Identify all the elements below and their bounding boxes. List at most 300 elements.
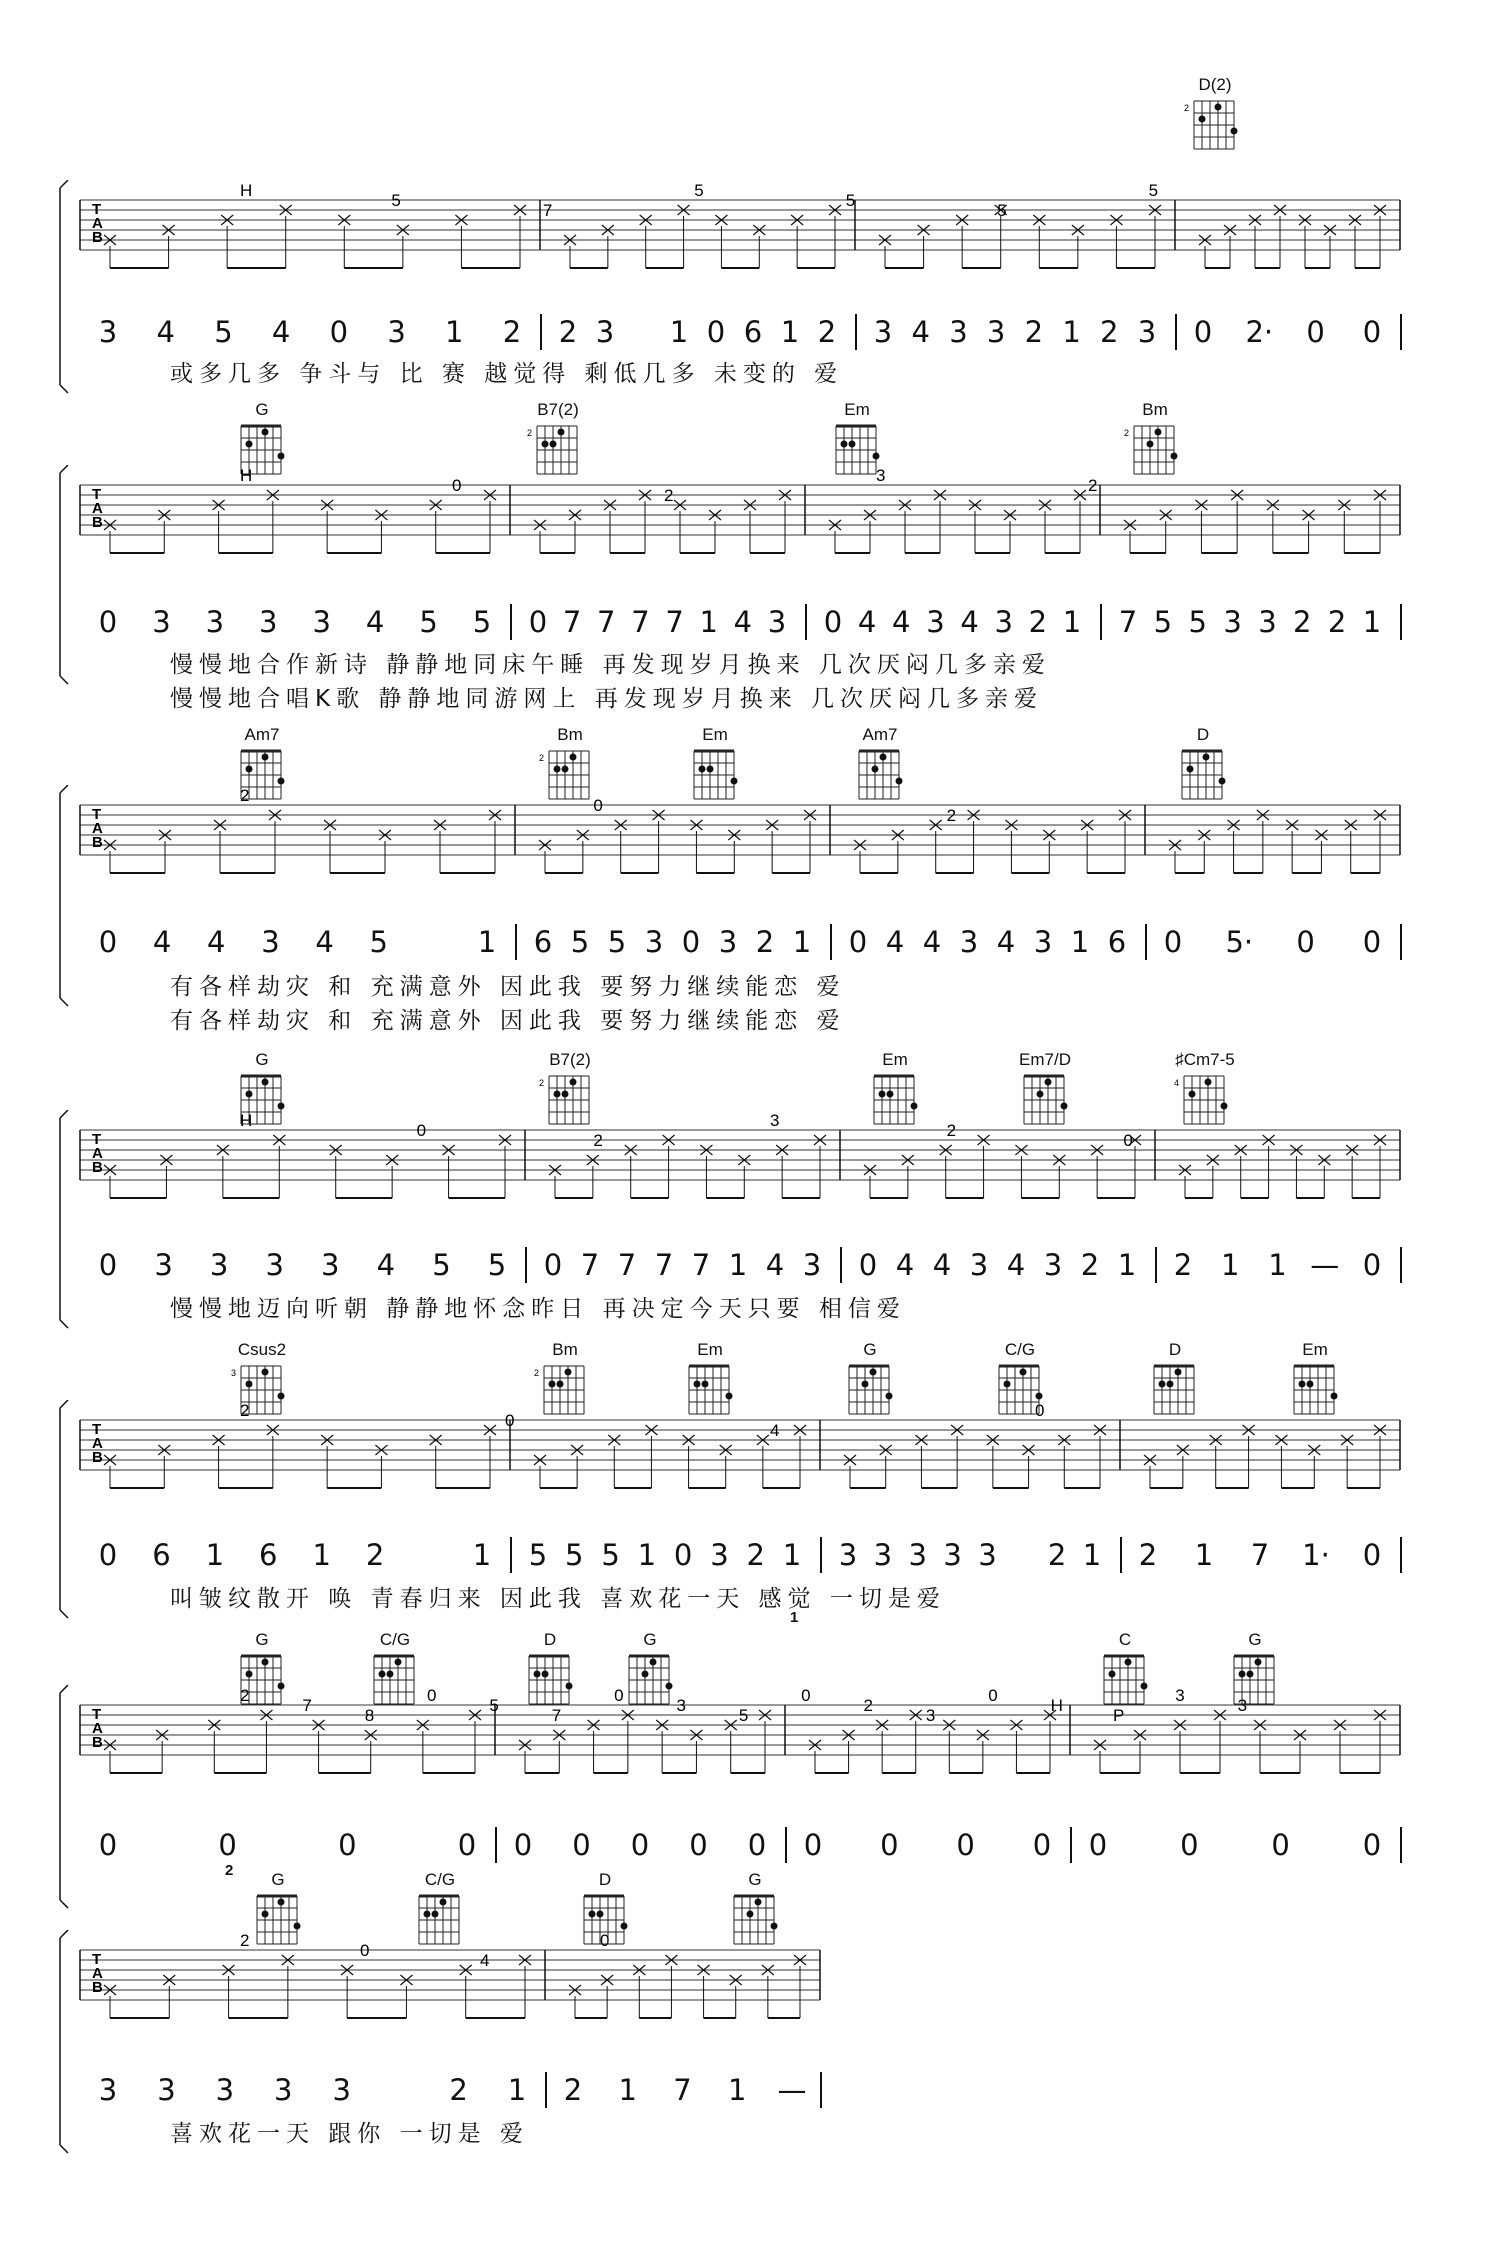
- jianpu-note: 4: [960, 605, 979, 639]
- chord-grid: [1010, 1070, 1080, 1130]
- chord-name: G: [271, 1870, 285, 1889]
- jianpu-note: 2: [1100, 315, 1119, 349]
- chord-diagram: [515, 1630, 585, 1710]
- barline: [515, 924, 517, 960]
- chord-name: C/G: [379, 1630, 411, 1649]
- jianpu-note: 1: [477, 925, 497, 959]
- chord-name: B7(2): [537, 400, 579, 419]
- lyric-line: 慢慢地合唱K歌 静静地同游网上 再发现岁月换来 几次厌闷几多亲爱: [170, 686, 1044, 712]
- fret-number: 2: [946, 1121, 957, 1140]
- fret-number: H: [240, 1111, 253, 1130]
- chord-name: G: [748, 1870, 762, 1889]
- jianpu-note: 4: [922, 925, 942, 959]
- jianpu-note: 3: [986, 315, 1006, 349]
- fret-number: 0: [360, 1941, 370, 1960]
- fret-number: 3: [1237, 1696, 1248, 1715]
- chord-diagram: [570, 1870, 640, 1950]
- chord-fret-number: 2: [527, 428, 533, 438]
- tab-clef-letter: A: [92, 1965, 103, 1982]
- jianpu-note: 1: [1221, 1248, 1240, 1282]
- fret-number: 7: [551, 1706, 562, 1725]
- jianpu-note: 0: [858, 1248, 878, 1282]
- jianpu-note: 6: [533, 925, 553, 959]
- jianpu-note: 3: [926, 605, 945, 639]
- chord-name: Am7: [862, 725, 898, 744]
- jianpu-note: 3: [209, 1248, 229, 1282]
- chord-diagram: [227, 1630, 297, 1710]
- jianpu-note: 0: [98, 1248, 118, 1282]
- chord-grid: [360, 1650, 430, 1710]
- chord-fret-number: 3: [231, 1368, 237, 1378]
- jianpu-note: 0: [673, 1538, 693, 1572]
- chord-name: G: [255, 400, 269, 419]
- lyric-line: 或多几多 争斗与 比 赛 越觉得 剩低几多 未变的 爱: [170, 361, 844, 387]
- fret-number: 3: [925, 1706, 936, 1725]
- jianpu-note: 5·: [1225, 925, 1254, 959]
- jianpu-note: 2: [1028, 605, 1048, 639]
- jianpu-note: 7: [562, 605, 582, 639]
- chord-grid: [1280, 1360, 1350, 1420]
- jianpu-note: 2: [1024, 315, 1044, 349]
- volta-ending-number: 2: [225, 1862, 234, 1879]
- tab-clef-letter: B: [92, 229, 103, 246]
- fret-number: 2: [863, 1696, 873, 1715]
- jianpu-note: 3: [152, 605, 171, 639]
- jianpu-note: 0: [572, 1828, 591, 1862]
- lyric-line: 叫皱纹散开 唤 青春归来 因此我 喜欢花一天 感觉 一切是爱: [170, 1586, 946, 1612]
- chord-diagram: [523, 400, 593, 480]
- fret-number: 3: [1175, 1686, 1185, 1705]
- jianpu-note: 0: [1362, 1828, 1382, 1862]
- fret-number: 2: [1088, 476, 1098, 495]
- chord-fret-number: 2: [534, 1368, 540, 1378]
- jianpu-note: 0: [1193, 315, 1213, 349]
- fret-number: 0: [600, 1931, 610, 1950]
- chord-grid: [1180, 95, 1250, 155]
- fret-number: 3: [770, 1111, 780, 1130]
- fret-number: 0: [614, 1686, 624, 1705]
- jianpu-note: 5: [607, 925, 627, 959]
- tab-clef-letter: T: [92, 201, 102, 218]
- chord-diagram: [1280, 1340, 1350, 1420]
- jianpu-note: —: [1310, 1248, 1340, 1282]
- jianpu-note: 1: [1062, 605, 1082, 639]
- chord-grid: [530, 1360, 600, 1420]
- fret-number: 2: [240, 1686, 250, 1705]
- jianpu-note: 0: [513, 1828, 533, 1862]
- tab-staff: [0, 1400, 1500, 1660]
- chord-name: D(2): [1198, 75, 1232, 94]
- jianpu-note: 3: [312, 605, 331, 639]
- jianpu-note: 0: [218, 1828, 237, 1862]
- jianpu-note: 3: [321, 1248, 340, 1282]
- jianpu-note: 1: [782, 1538, 802, 1572]
- chord-name: Bm: [552, 1340, 578, 1359]
- jianpu-note: 0: [1271, 1828, 1290, 1862]
- tab-clef-letter: A: [92, 1720, 103, 1737]
- chord-name: Em: [702, 725, 728, 744]
- jianpu-note: 3: [274, 2073, 293, 2107]
- chord-diagram: [405, 1870, 475, 1950]
- jianpu-note: 0: [803, 1828, 823, 1862]
- jianpu-note: 5: [1188, 605, 1207, 639]
- end-barline: [1400, 1247, 1402, 1283]
- jianpu-note: 4: [152, 925, 172, 959]
- jianpu-note: 2: [365, 1538, 385, 1572]
- jianpu-note: 3: [595, 315, 615, 349]
- jianpu-note: 7: [665, 605, 684, 639]
- jianpu-note: 3: [710, 1538, 729, 1572]
- lyric-line: 有各样劫灾 和 充满意外 因此我 要努力继续能恋 爱: [170, 1008, 846, 1034]
- chord-name: B7(2): [549, 1050, 591, 1069]
- barline: [510, 1537, 512, 1573]
- jianpu-note: 1: [669, 315, 689, 349]
- chord-name: ♯Cm7-5: [1175, 1050, 1235, 1069]
- end-barline: [1400, 1537, 1402, 1573]
- jianpu-note: 0: [706, 315, 726, 349]
- jianpu-note: 3: [644, 925, 664, 959]
- jianpu-note: 7: [580, 1248, 600, 1282]
- jianpu-note: 4: [365, 605, 385, 639]
- jianpu-note: 7: [1118, 605, 1138, 639]
- barline: [785, 1827, 787, 1863]
- fret-number: H: [240, 466, 253, 485]
- chord-fret-number: 2: [1184, 103, 1190, 113]
- jianpu-note: 0: [457, 1828, 477, 1862]
- jianpu-note: 4: [885, 925, 905, 959]
- chord-diagram: [1090, 1630, 1160, 1710]
- chord-name: D: [598, 1870, 612, 1889]
- chord-name: Em: [844, 400, 870, 419]
- fret-number: 5: [997, 201, 1007, 220]
- jianpu-note: 3: [1033, 925, 1053, 959]
- fret-number: 8: [364, 1706, 375, 1725]
- tab-staff: [0, 180, 1500, 440]
- jianpu-note: 1: [792, 925, 812, 959]
- jianpu-note: 2: [817, 315, 837, 349]
- tab-clef-letter: B: [92, 834, 103, 851]
- tab-clef-letter: T: [92, 486, 102, 503]
- jianpu-note: 1: [618, 2073, 637, 2107]
- jianpu-note: 0: [98, 925, 118, 959]
- jianpu-note: 0: [689, 1828, 708, 1862]
- chord-name: D: [1196, 725, 1210, 744]
- jianpu-note: 0: [98, 1828, 118, 1862]
- jianpu-note: 2·: [1245, 315, 1274, 349]
- chord-name: Em: [697, 1340, 723, 1359]
- chord-name: C/G: [1004, 1340, 1036, 1359]
- jianpu-note: —: [777, 2073, 807, 2107]
- chord-diagram: [720, 1870, 790, 1950]
- jianpu-note: 3: [387, 315, 406, 349]
- chord-diagram: [1170, 1050, 1240, 1130]
- end-barline: [1400, 604, 1402, 640]
- chord-diagram: [530, 1340, 600, 1420]
- jianpu-note: 3: [98, 2073, 118, 2107]
- chord-diagram: [1180, 75, 1250, 155]
- tab-clef-letter: B: [92, 1734, 103, 1751]
- jianpu-note: 7: [1250, 1538, 1270, 1572]
- chord-diagram: [680, 725, 750, 805]
- jianpu-note: 5: [432, 1248, 451, 1282]
- jianpu-note: 3: [802, 1248, 822, 1282]
- chord-grid: [985, 1360, 1055, 1420]
- fret-number: 2: [593, 1131, 603, 1150]
- fret-number: 5: [694, 181, 704, 200]
- chord-grid: [1170, 1070, 1240, 1130]
- chord-grid: [720, 1890, 790, 1950]
- chord-grid: [535, 1070, 605, 1130]
- jianpu-note: 4: [156, 315, 175, 349]
- fret-number: 2: [240, 1401, 250, 1420]
- jianpu-note: 3: [969, 1248, 989, 1282]
- jianpu-note: 6: [1107, 925, 1127, 959]
- chord-fret-number: 2: [539, 753, 545, 763]
- jianpu-note: 4: [207, 925, 226, 959]
- jianpu-note: 7: [597, 605, 616, 639]
- jianpu-note: 7: [654, 1248, 674, 1282]
- jianpu-note: 2: [1173, 1248, 1193, 1282]
- jianpu-note: 3: [873, 1538, 893, 1572]
- barline: [1120, 1537, 1122, 1573]
- chord-name: C: [1118, 1630, 1132, 1649]
- jianpu-note: 3: [767, 605, 787, 639]
- chord-diagram: [675, 1340, 745, 1420]
- chord-name: G: [863, 1340, 877, 1359]
- tab-clef-letter: T: [92, 1421, 102, 1438]
- chord-name: G: [255, 1050, 269, 1069]
- jianpu-note: 3: [1258, 605, 1277, 639]
- jianpu-note: 6: [743, 315, 763, 349]
- jianpu-note: 0: [1032, 1828, 1052, 1862]
- chord-fret-number: 4: [1174, 1078, 1180, 1088]
- chord-name: Em: [1302, 1340, 1328, 1359]
- jianpu-note: 5: [570, 925, 590, 959]
- jianpu-note: 3: [215, 2073, 235, 2107]
- jianpu-note: 2: [1138, 1538, 1158, 1572]
- chord-diagram: [243, 1870, 313, 1950]
- chord-grid: [1120, 420, 1190, 480]
- tab-staff: [0, 1930, 1500, 2190]
- jianpu-note: 3: [908, 1538, 927, 1572]
- chord-grid: [227, 745, 297, 805]
- barline: [855, 314, 857, 350]
- jianpu-note: 4: [376, 1248, 396, 1282]
- fret-number: 5: [391, 191, 401, 210]
- volta-ending-number: 1: [790, 1609, 799, 1626]
- chord-grid: [535, 745, 605, 805]
- jianpu-note: 4: [315, 925, 334, 959]
- jianpu-note: 0: [1296, 925, 1315, 959]
- jianpu-note: 5: [528, 1538, 548, 1572]
- fret-number: 2: [946, 806, 957, 825]
- jianpu-note: 3: [265, 1248, 284, 1282]
- chord-diagram: [535, 725, 605, 805]
- jianpu-note: 4: [932, 1248, 952, 1282]
- fret-number: P: [1112, 1706, 1125, 1725]
- jianpu-note: 0: [1362, 315, 1382, 349]
- jianpu-note: 1: [1268, 1248, 1287, 1282]
- barline: [840, 1247, 842, 1283]
- jianpu-note: 0: [329, 315, 349, 349]
- chord-diagram: [1010, 1050, 1080, 1130]
- jianpu-note: 2: [558, 315, 578, 349]
- jianpu-note: 3: [1223, 605, 1242, 639]
- jianpu-note: 6: [259, 1538, 278, 1572]
- tab-clef-letter: B: [92, 1159, 103, 1176]
- jianpu-note: 3: [98, 315, 118, 349]
- chord-name: Bm: [557, 725, 583, 744]
- tab-clef-letter: B: [92, 1979, 103, 1996]
- chord-name: Bm: [1142, 400, 1168, 419]
- chord-diagram: [860, 1050, 930, 1130]
- chord-grid: [675, 1360, 745, 1420]
- chord-diagram: [985, 1340, 1055, 1420]
- barline: [1155, 1247, 1157, 1283]
- tab-staff: [0, 1110, 1500, 1370]
- jianpu-note: 0: [1306, 315, 1325, 349]
- jianpu-note: 4: [271, 315, 291, 349]
- lyric-line: 慢慢地合作新诗 静静地同床午睡 再发现岁月换来 几次厌闷几多亲爱: [170, 652, 1051, 678]
- chord-diagram: [1140, 1340, 1210, 1420]
- jianpu-note: 7: [617, 1248, 637, 1282]
- fret-number: 5: [845, 191, 856, 210]
- fret-number: H: [240, 181, 253, 200]
- jianpu-note: 0: [98, 1538, 118, 1572]
- jianpu-note: 0: [1362, 1538, 1382, 1572]
- chord-grid: [523, 420, 593, 480]
- jianpu-note: 3: [838, 1538, 858, 1572]
- jianpu-note: 4: [1006, 1248, 1026, 1282]
- lyric-line: 有各样劫灾 和 充满意外 因此我 要努力继续能恋 爱: [170, 974, 846, 1000]
- chord-fret-number: 2: [1124, 428, 1130, 438]
- fret-number: 0: [1123, 1131, 1133, 1150]
- jianpu-note: 2: [1080, 1248, 1100, 1282]
- jianpu-note: 3: [943, 1538, 962, 1572]
- chord-diagram: [1120, 400, 1190, 480]
- barline: [545, 2072, 547, 2108]
- jianpu-note: 1: [205, 1538, 225, 1572]
- jianpu-note: 1: [472, 1538, 492, 1572]
- fret-number: 0: [416, 1121, 427, 1140]
- chord-diagram: [227, 400, 297, 480]
- jianpu-note: 0: [1362, 925, 1382, 959]
- chord-diagram: [1220, 1630, 1290, 1710]
- fret-number: 3: [876, 466, 886, 485]
- fret-number: 0: [801, 1686, 811, 1705]
- barline: [510, 604, 512, 640]
- jianpu-note: 0: [880, 1828, 899, 1862]
- tab-clef-letter: T: [92, 806, 102, 823]
- chord-grid: [227, 420, 297, 480]
- jianpu-note: 3: [205, 605, 225, 639]
- lyric-line: 喜欢花一天 跟你 一切是 爱: [170, 2121, 529, 2147]
- jianpu-note: 1: [728, 1248, 748, 1282]
- jianpu-note: 0: [543, 1248, 563, 1282]
- jianpu-note: 5: [487, 1248, 507, 1282]
- jianpu-note: 0: [1163, 925, 1183, 959]
- fret-number: H: [1050, 1696, 1063, 1715]
- jianpu-note: 1: [1082, 1538, 1102, 1572]
- jianpu-note: 1: [699, 605, 718, 639]
- fret-number: 7: [302, 1696, 312, 1715]
- end-barline: [1400, 314, 1402, 350]
- tab-clef-letter: A: [92, 215, 103, 232]
- fret-number: 5: [738, 1706, 749, 1725]
- jianpu-note: 2: [563, 2073, 583, 2107]
- fret-number: 7: [542, 201, 553, 220]
- chord-name: Em7/D: [1019, 1050, 1071, 1069]
- jianpu-note: 3: [261, 925, 280, 959]
- jianpu-note: 1: [780, 315, 800, 349]
- jianpu-note: 4: [857, 605, 877, 639]
- jianpu-note: 0: [681, 925, 701, 959]
- chord-name: D: [543, 1630, 557, 1649]
- chord-diagram: [615, 1630, 685, 1710]
- chord-diagram: [822, 400, 892, 480]
- jianpu-note: 5: [1153, 605, 1173, 639]
- barline: [820, 1537, 822, 1573]
- jianpu-note: 4: [911, 315, 930, 349]
- barline: [1100, 604, 1102, 640]
- jianpu-note: 0: [630, 1828, 650, 1862]
- jianpu-note: 5: [601, 1538, 620, 1572]
- fret-number: 0: [988, 1686, 998, 1705]
- fret-number: 0: [1035, 1401, 1045, 1420]
- jianpu-note: 2: [746, 1538, 765, 1572]
- barline: [540, 314, 542, 350]
- tab-clef-letter: B: [92, 514, 103, 531]
- jianpu-note: 7: [673, 2073, 692, 2107]
- fret-number: 2: [240, 1931, 250, 1950]
- jianpu-note: 5: [472, 605, 492, 639]
- chord-grid: [680, 745, 750, 805]
- jianpu-note: 3: [1137, 315, 1157, 349]
- tab-clef-letter: A: [92, 500, 103, 517]
- jianpu-note: 3: [978, 1538, 997, 1572]
- jianpu-note: 4: [892, 605, 911, 639]
- jianpu-note: 0: [956, 1828, 975, 1862]
- jianpu-note: 0: [338, 1828, 357, 1862]
- chord-diagram: [1168, 725, 1238, 805]
- chord-name: G: [1248, 1630, 1262, 1649]
- barline: [495, 1827, 497, 1863]
- jianpu-note: 3: [718, 925, 738, 959]
- jianpu-note: 3: [873, 315, 893, 349]
- jianpu-note: 1: [507, 2073, 527, 2107]
- jianpu-note: 1: [1070, 925, 1090, 959]
- chord-grid: [405, 1890, 475, 1950]
- barline: [525, 1247, 527, 1283]
- tab-clef-letter: A: [92, 820, 103, 837]
- jianpu-note: 2: [1293, 605, 1312, 639]
- jianpu-note: 3: [1043, 1248, 1063, 1282]
- tab-clef-letter: B: [92, 1449, 103, 1466]
- tab-clef-letter: T: [92, 1131, 102, 1148]
- jianpu-note: 3: [994, 605, 1013, 639]
- jianpu-note: 1·: [1302, 1538, 1330, 1572]
- jianpu-note: 0: [1180, 1828, 1199, 1862]
- tab-clef-letter: A: [92, 1145, 103, 1162]
- barline: [1175, 314, 1177, 350]
- jianpu-note: 0: [823, 605, 843, 639]
- chord-diagram: [227, 1050, 297, 1130]
- chord-grid: [515, 1650, 585, 1710]
- jianpu-note: 1: [1117, 1248, 1137, 1282]
- chord-diagram: [227, 725, 297, 805]
- chord-name: Csus2: [237, 1340, 287, 1359]
- fret-number: 5: [1148, 181, 1159, 200]
